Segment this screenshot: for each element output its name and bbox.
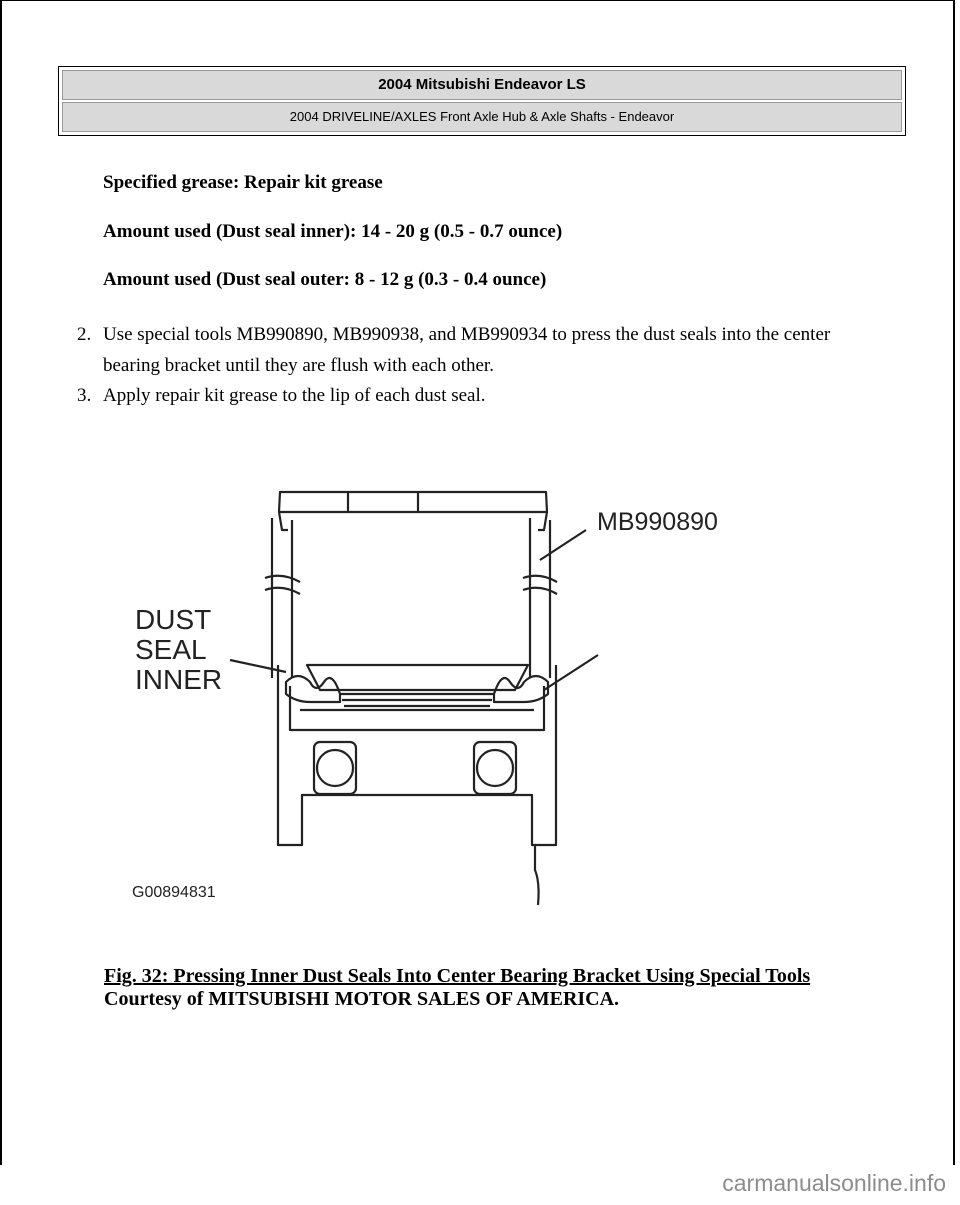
page-border-top: [0, 0, 955, 1]
step-number: 2.: [77, 324, 92, 345]
header-subtitle: 2004 DRIVELINE/AXLES Front Axle Hub & Axle Shafts - Endeavor: [62, 102, 902, 132]
spec-amount-outer: Amount used (Dust seal outer: 8 - 12 g (0.3 - 0.4 ounce): [103, 269, 547, 290]
step-text: Apply repair kit grease to the lip of each dust seal.: [103, 385, 486, 406]
step-item: [77, 319, 877, 381]
page-border-left: [0, 0, 2, 1165]
seal-label: [135, 605, 222, 695]
header-title: 2004 Mitsubishi Endeavor LS: [62, 70, 902, 100]
page-border-right: [953, 0, 955, 1165]
seal-label-line: INNER: [135, 664, 223, 695]
step-text: Use special tools MB990890, MB990938, and MB990934 to press the dust seals into the center bearing bracket until they are flush with each other.: [103, 324, 831, 376]
seal-label-line: SEAL: [135, 634, 207, 665]
spec-amount-inner: Amount used (Dust seal inner): 14 - 20 g (0.5 - 0.7 ounce): [103, 221, 563, 242]
figure-image-id: G00894831: [132, 884, 216, 901]
caption-title: Fig. 32: Pressing Inner Dust Seals Into Center Bearing Bracket Using Special Tools: [104, 965, 811, 987]
watermark: carmanualsonline.info: [722, 1170, 946, 1196]
spec-grease: Specified grease: Repair kit grease: [103, 172, 383, 193]
figure-caption: [104, 965, 864, 1011]
seal-label-line: DUST: [135, 604, 212, 635]
caption-courtesy: Courtesy of MITSUBISHI MOTOR SALES OF AMERICA.: [104, 988, 620, 1010]
tool-label: MB990890: [597, 508, 718, 536]
document-header: [58, 66, 906, 136]
step-item: [77, 380, 877, 411]
figure-illustration: [110, 450, 730, 910]
step-number: 3.: [77, 385, 92, 406]
